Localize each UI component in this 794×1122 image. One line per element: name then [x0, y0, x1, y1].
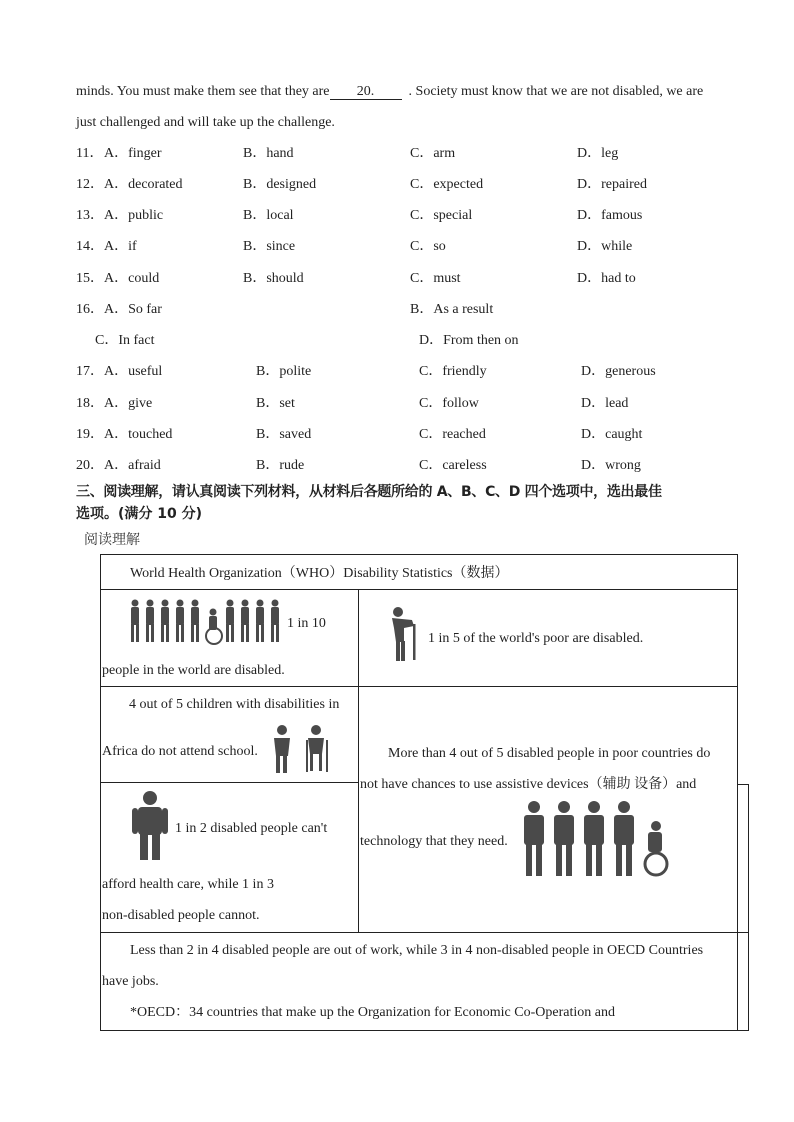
option-a[interactable]: A．decorated [104, 177, 183, 192]
option-d[interactable]: D．generous [581, 364, 656, 379]
option-b[interactable]: B．polite [256, 364, 312, 379]
stat-1-in-10: 1 in 10 [287, 616, 326, 631]
option-c[interactable]: C．arm [410, 146, 456, 161]
option-d[interactable]: D．while [577, 239, 633, 254]
option-b[interactable]: B．rude [256, 458, 305, 473]
option-a[interactable]: A．public [104, 208, 164, 223]
table-rule [737, 784, 749, 785]
stat-africa-2: Africa do not attend school. [102, 744, 258, 759]
option-a[interactable]: A．give [104, 396, 153, 411]
stat-1-in-10-desc: people in the world are disabled. [102, 663, 285, 678]
option-b[interactable]: B．local [243, 208, 294, 223]
option-b[interactable]: B．designed [243, 177, 317, 192]
option-c[interactable]: C．so [410, 239, 446, 254]
option-a[interactable]: A．So far [104, 302, 162, 317]
passage-line-2: just challenged and will take up the challenge. [76, 115, 335, 130]
option-d[interactable]: D．had to [577, 271, 636, 286]
option-c[interactable]: C．must [410, 271, 461, 286]
option-d[interactable]: D．leg [577, 146, 619, 161]
option-a[interactable]: A．if [104, 239, 137, 254]
answer-blank: 20. [330, 84, 402, 100]
stat-work-1: Less than 2 in 4 disabled people are out of work, while 3 in 4 non-disabled people in OECD Countries [130, 943, 704, 958]
option-b[interactable]: B．set [256, 396, 295, 411]
crutch-person-figure [386, 606, 426, 662]
stat-oecd: *OECD：34 countries that make up the Organization for Economic Co-Operation and [130, 1005, 615, 1020]
option-c[interactable]: C．special [410, 208, 473, 223]
person-figure [128, 790, 172, 862]
option-a[interactable]: A．touched [104, 427, 173, 442]
option-d[interactable]: D．From then on [419, 333, 519, 348]
option-a[interactable]: A．afraid [104, 458, 161, 473]
stat-africa-1: 4 out of 5 children with disabilities in [129, 697, 340, 712]
option-c[interactable]: C．friendly [419, 364, 487, 379]
stat-health-3: non-disabled people cannot. [102, 908, 260, 923]
option-a[interactable]: A．could [104, 271, 160, 286]
option-a[interactable]: A．useful [104, 364, 163, 379]
option-c[interactable]: C．expected [410, 177, 484, 192]
option-b[interactable]: B．should [243, 271, 304, 286]
children-figure [270, 724, 334, 776]
stat-poor: 1 in 5 of the world's poor are disabled. [428, 631, 644, 646]
table-rule [100, 686, 737, 687]
assistive-devices-figure [520, 800, 672, 878]
table-rule [737, 1030, 749, 1031]
option-b[interactable]: B．saved [256, 427, 312, 442]
option-d[interactable]: D．famous [577, 208, 643, 223]
table-rule [748, 784, 749, 1031]
option-b[interactable]: B．As a result [410, 302, 494, 317]
table-rule [100, 782, 359, 783]
option-d[interactable]: D．repaired [577, 177, 647, 192]
option-c[interactable]: C．follow [419, 396, 479, 411]
option-b[interactable]: B．since [243, 239, 296, 254]
option-a[interactable]: A．finger [104, 146, 162, 161]
stat-health-1: 1 in 2 disabled people can't [175, 821, 328, 836]
option-b[interactable]: B．hand [243, 146, 294, 161]
table-rule [100, 589, 737, 590]
option-d[interactable]: D．wrong [581, 458, 641, 473]
stat-devices-1: More than 4 out of 5 disabled people in poor countries do [388, 746, 711, 761]
section-title: 三、阅读理解，请认真阅读下列材料，从材料后各题所给的 A、B、C、D 四个选项中，选出最佳 选项。(满分 10 分) [76, 484, 662, 522]
passage-line-1: minds. You must make them see that they are 20. . Society must know that we are not disabled, we are [76, 84, 704, 99]
stat-devices-2: not have chances to use assistive devices（辅助 设备）and [360, 777, 697, 792]
option-d[interactable]: D．caught [581, 427, 643, 442]
table-rule [100, 932, 749, 933]
table-header: World Health Organization（WHO）Disability Statistics（数据） [130, 566, 509, 581]
people-row-figure [128, 598, 284, 646]
stat-work-2: have jobs. [102, 974, 159, 989]
option-c[interactable]: C．reached [419, 427, 486, 442]
stat-health-2: afford health care, while 1 in 3 [102, 877, 274, 892]
table-rule [358, 589, 359, 933]
section-subtitle: 阅读理解 [84, 532, 140, 548]
option-d[interactable]: D．lead [581, 396, 629, 411]
option-c[interactable]: C．careless [419, 458, 487, 473]
option-c[interactable]: C．In fact [95, 333, 155, 348]
stat-devices-3: technology that they need. [360, 834, 508, 849]
